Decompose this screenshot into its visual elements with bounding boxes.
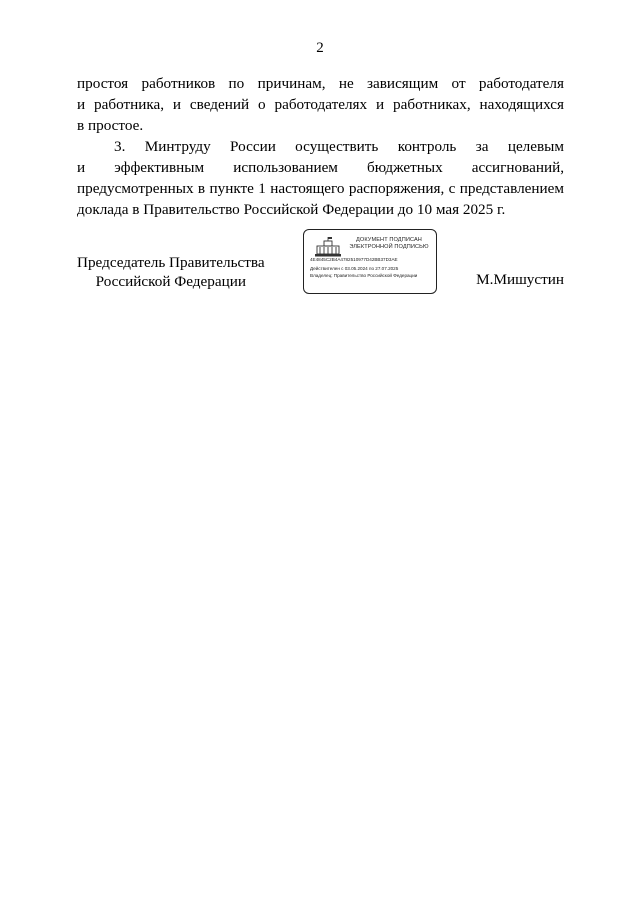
stamp-validity: Действителен с 03.05.2024 по 27.07.2025 — [310, 266, 399, 271]
document-body — [77, 73, 564, 220]
stamp-certificate-number: 4E4845C2B4A4782510977D42BB37D3AE — [310, 257, 398, 262]
signatory-position-line-2: Российской Федерации — [95, 273, 246, 290]
coat-of-arms-building-icon — [313, 236, 343, 258]
stamp-title — [346, 237, 432, 251]
electronic-signature-stamp — [303, 229, 437, 294]
signatory-position-line-1: Председатель Правительства — [77, 254, 265, 271]
body-line-5: и эффективным использованием бюджетных ассигнований, — [77, 159, 564, 176]
stamp-title-line-1: ДОКУМЕНТ ПОДПИСАН — [356, 237, 422, 243]
stamp-title-line-2: ЭЛЕКТРОННОЙ ПОДПИСЬЮ — [349, 244, 429, 250]
body-line-1: простоя работников по причинам, не зависящим от работодателя — [77, 75, 564, 92]
body-line-7: доклада в Правительство Российской Федерации до 10 мая 2025 г. — [77, 201, 506, 218]
signatory-name: М.Мишустин — [476, 271, 564, 288]
body-line-4: 3. Минтруду России осуществить контроль за целевым — [114, 138, 564, 155]
stamp-owner: Владелец: Правительство Российской Федерации — [310, 273, 418, 278]
body-line-3: в простое. — [77, 117, 144, 134]
body-line-6: предусмотренных в пункте 1 настоящего распоряжения, с представлением — [77, 180, 564, 197]
signatory-position — [77, 253, 265, 291]
body-line-2: и работника, и сведений о работодателях и работниках, находящихся — [77, 96, 564, 113]
page-number: 2 — [316, 40, 324, 56]
